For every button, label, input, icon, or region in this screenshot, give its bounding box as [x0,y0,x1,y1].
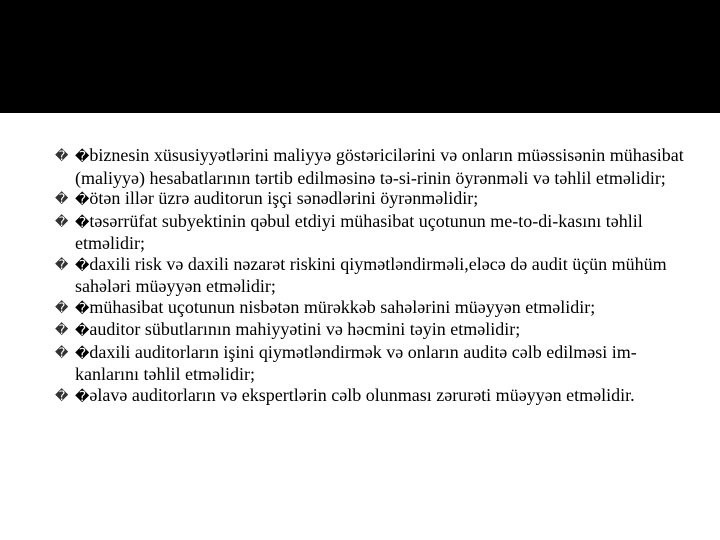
bullet-text: ötən illər üzrə auditorun işçi sənədlərini öyrənməlidir; [89,188,479,208]
bullet-text: auditor sübutlarının mahiyyətini və həcmini təyin etməlidir; [89,319,521,339]
replacement-glyph-icon: � [75,345,90,362]
bullet-item [55,297,695,320]
bullet-text: əlavə auditorların və ekspertlərin cəlb olunması zərurəti müəyyən etməlidir. [89,384,635,405]
replacement-glyph-icon: � [75,323,90,339]
bullet-list [55,145,695,407]
bullet-icon: � [55,214,69,230]
bullet-text: daxili auditorların işini qiymətləndirmək və onların auditə cəlb edilməsi im-kanlarını təhlil etməlidir; [75,341,637,384]
bullet-item [55,211,695,254]
bullet-icon: � [55,323,69,338]
bullet-icon: � [55,300,69,316]
bullet-item [55,145,695,188]
bullet-text: təsərrüfat subyektinin qəbul etdiyi mühasibat uçotunun me-to-di-kasını təhlil etməlidir; [75,210,643,253]
bullet-icon: � [55,388,69,404]
bullet-item [55,385,695,408]
replacement-glyph-icon: � [75,388,90,405]
bullet-icon: � [55,192,69,207]
replacement-glyph-icon: � [75,192,90,208]
replacement-glyph-icon: � [75,149,90,165]
title-band [0,0,720,113]
replacement-glyph-icon: � [75,214,90,231]
bullet-item [55,319,695,342]
replacement-glyph-icon: � [75,257,90,274]
bullet-text: daxili risk və daxili nəzarət riskini qiymətləndirməli,eləcə də audit üçün mühüm sahələri müəyyən etməlidir; [75,253,667,296]
bullet-item [55,254,695,297]
replacement-glyph-icon: � [75,300,90,317]
bullet-text: biznesin xüsusiyyətlərini maliyyə göstəricilərini və onların müəssisənin mühasibat (maliyyə) hesabatlarının tərtib edilməsinə tə-si-rinin öyrənməli və təhlil etməlidir; [75,145,684,188]
bullet-text: mühasibat uçotunun nisbətən mürəkkəb sahələrini müəyyən etməlidir; [89,296,596,317]
bullet-icon: � [55,345,69,361]
bullet-icon: � [55,257,69,273]
bullet-icon: � [55,149,69,164]
bullet-item [55,342,695,385]
bullet-item [55,188,695,211]
